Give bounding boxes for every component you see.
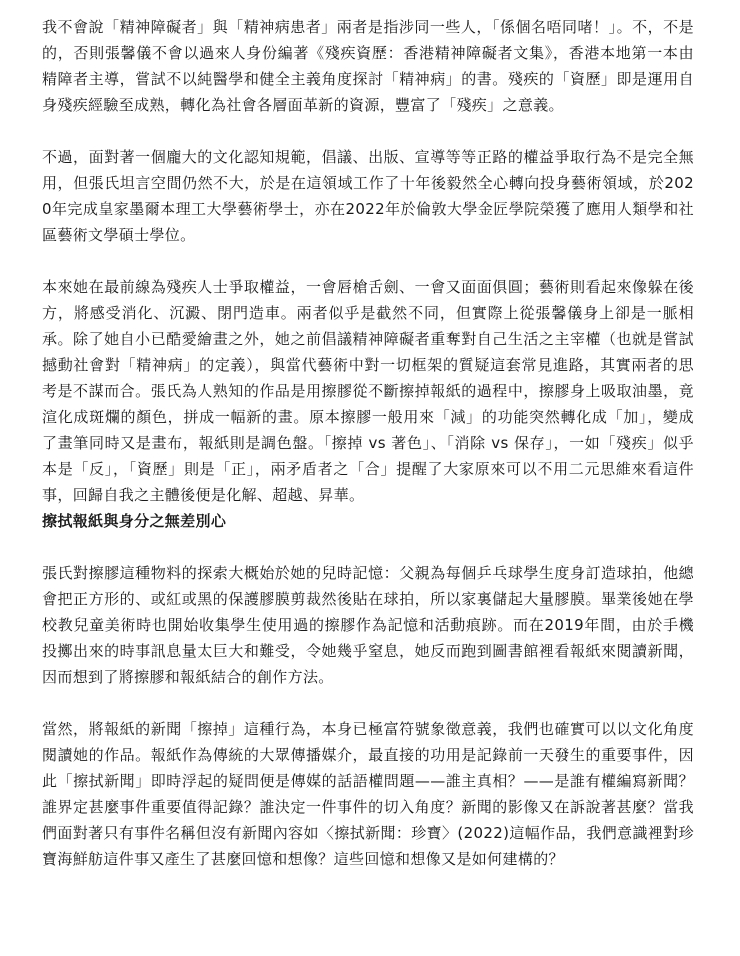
paragraph-advocacy-and-art: 本來她在最前線為殘疾人士爭取權益，一會唇槍舌劍、一會又面面俱圓；藝術則看起來像躲在後方，將感受消化、沉澱、閉門造車。兩者似乎是截然不同，但實際上從張馨儀身上卻是一脈相承。除了她自小已酷愛繪畫之外，她之前倡議精神障礙者重奪對自己生活之主宰權（也就是嘗試撼動社會對「精神病」的定義），與當代藝術中對一切框架的質疑這套常見進路，其實兩者的思考是不謀而合。張氏為人熟知的作品是用擦膠從不斷擦掉報紙的過程中，擦膠身上吸取油墨，竟渲化成斑爛的顏色，拼成一幅新的畫。原本擦膠一般用來「減」的功能突然轉化成「加」，變成了畫筆同時又是畫布，報紙則是調色盤。「擦掉 vs 著色」、「消除 vs 保存」，一如「殘疾」似乎本是「反」，「資歷」則是「正」，兩矛盾者之「合」提醒了大家原來可以不用二元思維來看這件事，回歸自我之主體後便是化解、超越、昇華。 <box>42 278 694 504</box>
section-heading: 擦拭報紙與身分之無差別心 <box>42 512 227 530</box>
paragraph-eraser-origins: 張氏對擦膠這種物料的探索大概始於她的兒時記憶：父親為每個乒乓球學生度身訂造球拍，他總會把正方形的、或紅或黑的保護膠膜剪裁然後貼在球拍，所以家裏儲起大量膠膜。畢業後她在學校教兒童美術時也開始收集學生使用過的擦膠作為記憶和活動痕跡。而在2019年間，由於手機投擲出來的時事訊息量太巨大和難受，令她幾乎窒息，她反而跑到圖書館裡看報紙來閱讀新聞，因而想到了將擦膠和報紙結合的創作方法。 <box>42 564 694 686</box>
paragraph-erasing-news: 當然，將報紙的新聞「擦掉」這種行為，本身已極富符號象徵意義，我們也確實可以以文化角度閱讀她的作品。報紙作為傳統的大眾傳播媒介，最直接的功用是記錄前一天發生的重要事件，因此「擦拭新聞」即時浮起的疑問便是傳媒的話語權問題——誰主真相？——是誰有權編寫新聞？誰界定甚麼事件重要值得記錄？誰決定一件事件的切入角度？新聞的影像又在訴說著甚麼？當我們面對著只有事件名稱但沒有新聞內容如〈擦拭新聞：珍寶〉(2022)這幅作品，我們意識裡對珍寶海鮮舫這件事又產生了甚麼回憶和想像？這些回憶和想像又是如何建構的？ <box>42 720 694 868</box>
paragraph-disability-credentials: 我不會說「精神障礙者」與「精神病患者」兩者是指涉同一些人，「係個名唔同啫！」。不，不是的，否則張馨儀不會以過來人身份編著《殘疾資歷：香港精神障礙者文集》，香港本地第一本由精障者主導，嘗試不以純醫學和健全主義角度探討「精神病」的書。殘疾的「資歷」即是運用自身殘疾經驗至成熟，轉化為社會各層面革新的資源，豐富了「殘疾」之意義。 <box>42 18 694 114</box>
paragraph-turn-to-art: 不過，面對著一個龐大的文化認知規範，倡議、出版、宣導等等正路的權益爭取行為不是完全無用，但張氏坦言空間仍然不大，於是在這領域工作了十年後毅然全心轉向投身藝術領域，於2020年完成皇家墨爾本理工大學藝術學士，亦在2022年於倫敦大學金匠學院榮獲了應用人類學和社區藝術文學碩士學位。 <box>42 148 694 244</box>
